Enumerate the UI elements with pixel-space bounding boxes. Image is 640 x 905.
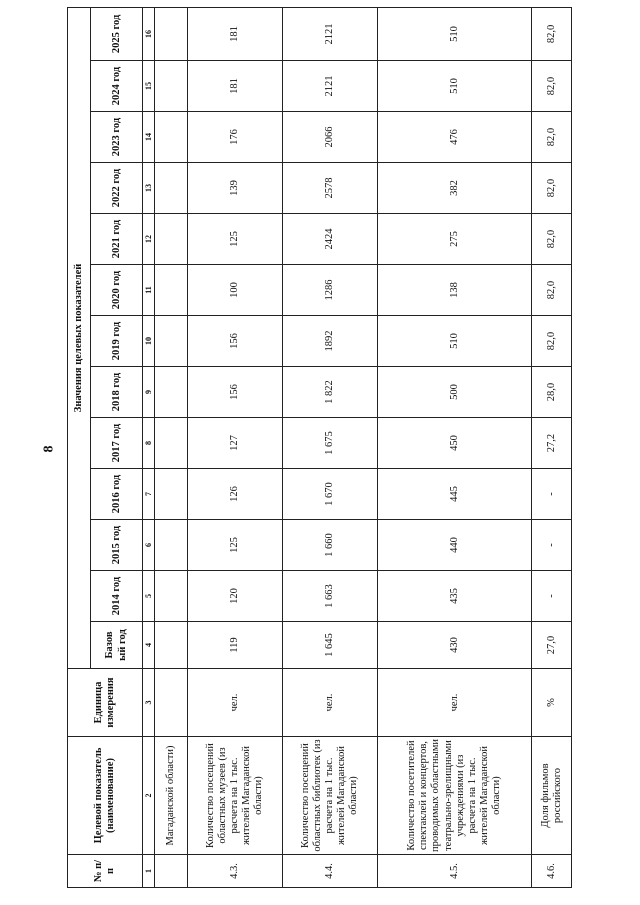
column-number: 9 (142, 367, 154, 418)
year-value (155, 367, 188, 418)
base-year-value: 119 (188, 622, 283, 669)
year-value (155, 214, 188, 265)
year-value: 275 (377, 214, 531, 265)
indicator-name: Доля фильмов российского (532, 737, 572, 855)
year-value: 125 (188, 520, 283, 571)
base-year-value: 1 645 (283, 622, 378, 669)
column-number: 8 (142, 418, 154, 469)
header-year: 2021 год (91, 214, 143, 265)
row-number (155, 855, 188, 888)
year-value: 2066 (283, 112, 378, 163)
table-row (532, 7, 572, 887)
column-number: 4 (142, 622, 154, 669)
unit-cell: % (532, 669, 572, 737)
row-number: 4.3. (188, 855, 283, 888)
indicator-table (67, 7, 572, 888)
header-indicator: Целевой показатель (наименование) (68, 737, 143, 855)
column-number: 6 (142, 520, 154, 571)
header-values-group: Значения целевых показателей (68, 7, 91, 668)
year-value: 510 (377, 316, 531, 367)
year-value: 450 (377, 418, 531, 469)
year-value: 125 (188, 214, 283, 265)
indicator-name: Количество посещений областных библиотек (из расчета на 1 тыс. жителей Магаданской области) (283, 737, 378, 855)
year-value: 176 (188, 112, 283, 163)
year-value: 1 675 (283, 418, 378, 469)
header-year: 2020 год (91, 265, 143, 316)
column-number: 11 (142, 265, 154, 316)
year-value: 82,0 (532, 316, 572, 367)
year-value: - (532, 469, 572, 520)
indicator-name: Количество посетителей спектаклей и концертов, проводимых областными театрально-зрелищными учреждениями (из расчета на 1 тыс. жителей Магаданской области) (377, 737, 531, 855)
year-value: 181 (188, 7, 283, 60)
year-value: 2578 (283, 163, 378, 214)
year-value: 500 (377, 367, 531, 418)
header-year: 2017 год (91, 418, 143, 469)
year-value (155, 163, 188, 214)
year-value: 120 (188, 571, 283, 622)
year-value: 156 (188, 367, 283, 418)
header-base-year: Базов ый год (91, 622, 143, 669)
year-value (155, 520, 188, 571)
table-body (155, 7, 572, 887)
column-number: 7 (142, 469, 154, 520)
year-value: - (532, 520, 572, 571)
year-value: 1892 (283, 316, 378, 367)
column-number: 13 (142, 163, 154, 214)
year-value: 2424 (283, 214, 378, 265)
column-number-row (142, 7, 154, 887)
header-year: 2018 год (91, 367, 143, 418)
year-value (155, 571, 188, 622)
year-value (155, 265, 188, 316)
unit-cell: чел. (188, 669, 283, 737)
page-number: 8 (41, 445, 57, 453)
year-value: 2121 (283, 7, 378, 60)
year-value (155, 418, 188, 469)
year-value: 440 (377, 520, 531, 571)
year-value: 1 670 (283, 469, 378, 520)
year-value: 510 (377, 7, 531, 60)
base-year-value: 430 (377, 622, 531, 669)
year-value (155, 61, 188, 112)
indicator-name: Магаданской области) (155, 737, 188, 855)
header-year: 2019 год (91, 316, 143, 367)
year-value: 139 (188, 163, 283, 214)
column-number: 2 (142, 737, 154, 855)
year-value: 382 (377, 163, 531, 214)
row-number: 4.5. (377, 855, 531, 888)
unit-cell: чел. (377, 669, 531, 737)
year-value (155, 469, 188, 520)
year-value: 126 (188, 469, 283, 520)
header-year: 2022 год (91, 163, 143, 214)
table-row (188, 7, 283, 887)
year-value: 127 (188, 418, 283, 469)
year-value: 82,0 (532, 265, 572, 316)
year-value: 82,0 (532, 112, 572, 163)
year-value: 82,0 (532, 214, 572, 265)
header-year: 2025 год (91, 7, 143, 60)
year-value: 27,2 (532, 418, 572, 469)
column-number: 14 (142, 112, 154, 163)
column-number: 15 (142, 61, 154, 112)
year-value: 2121 (283, 61, 378, 112)
header-year: 2024 год (91, 61, 143, 112)
unit-cell: чел. (283, 669, 378, 737)
year-value: 1 663 (283, 571, 378, 622)
year-value: 156 (188, 316, 283, 367)
column-number: 12 (142, 214, 154, 265)
column-number: 16 (142, 7, 154, 60)
table-row (283, 7, 378, 887)
table-row (377, 7, 531, 887)
header-year: 2016 год (91, 469, 143, 520)
column-number: 1 (142, 855, 154, 888)
row-number: 4.6. (532, 855, 572, 888)
column-number: 10 (142, 316, 154, 367)
header-year: 2023 год (91, 112, 143, 163)
year-value: 435 (377, 571, 531, 622)
year-value: 100 (188, 265, 283, 316)
year-value (155, 112, 188, 163)
year-value: 181 (188, 61, 283, 112)
base-year-value (155, 622, 188, 669)
base-year-value: 27,0 (532, 622, 572, 669)
year-value: 28,0 (532, 367, 572, 418)
column-number: 3 (142, 669, 154, 737)
year-value: 510 (377, 61, 531, 112)
header-row-group (68, 7, 91, 887)
year-value: 445 (377, 469, 531, 520)
header-unit: Единица измерения (68, 669, 143, 737)
indicator-name: Количество посещений областных музеев (из расчета на 1 тыс. жителей Магаданской области) (188, 737, 283, 855)
year-value: 1 822 (283, 367, 378, 418)
column-number: 5 (142, 571, 154, 622)
year-value: 138 (377, 265, 531, 316)
year-value: 82,0 (532, 163, 572, 214)
header-year: 2015 год (91, 520, 143, 571)
year-value: 82,0 (532, 7, 572, 60)
row-number: 4.4. (283, 855, 378, 888)
year-value: - (532, 571, 572, 622)
header-year: 2014 год (91, 571, 143, 622)
unit-cell (155, 669, 188, 737)
year-value (155, 7, 188, 60)
year-value: 82,0 (532, 61, 572, 112)
year-value: 1286 (283, 265, 378, 316)
year-value (155, 316, 188, 367)
header-no: № п/п (68, 855, 143, 888)
year-value: 1 660 (283, 520, 378, 571)
year-value: 476 (377, 112, 531, 163)
table-row (155, 7, 188, 887)
indicator-table-page (67, 8, 572, 888)
